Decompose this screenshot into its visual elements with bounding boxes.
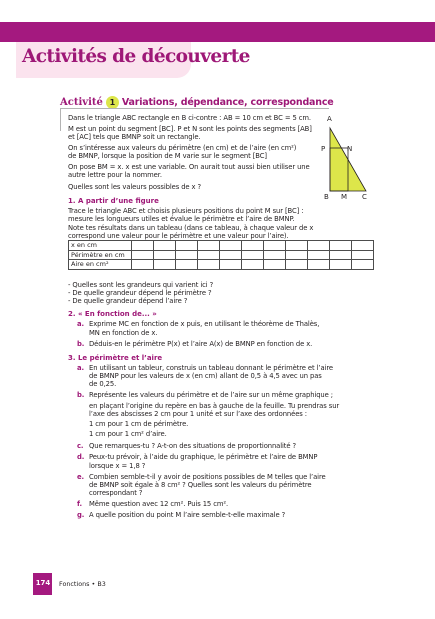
table-row-header: x en cm [69, 241, 132, 251]
intro-line: et [AC] tels que BMNP soit un rectangle. [68, 133, 201, 141]
section-1-line: correspond une valeur pour le périmètre et une valeur pour l’aire). [68, 232, 289, 240]
footer-chapter: Fonctions • B3 [59, 580, 106, 588]
intro-line: On pose BM = x. x est une variable. On aurait tout aussi bien utiliser une [68, 163, 310, 171]
table-row-header: Aire en cm² [69, 260, 132, 270]
table-cell[interactable] [132, 260, 154, 270]
table-cell[interactable] [176, 250, 198, 260]
table-cell[interactable] [330, 250, 352, 260]
section-1-line: Note tes résultats dans un tableau (dans ce tableau, à chaque valeur de x [68, 224, 314, 232]
label-b: B [324, 193, 329, 201]
table-cell[interactable] [308, 250, 330, 260]
intro-line: Quelles sont les valeurs possibles de x ? [68, 183, 202, 191]
intro-line: de BMNP, lorsque la position de M varie sur le segment [BC] [68, 152, 267, 160]
page-title: Activités de découverte [22, 46, 250, 67]
item-line: Peux-tu prévoir, à l’aide du graphique, le périmètre et l’aire de BMNP [89, 453, 318, 461]
table-cell[interactable] [308, 260, 330, 270]
table-cell[interactable] [154, 250, 176, 260]
intro-line: M est un point du segment [BC]. P et N sont les points des segments [AB] [68, 125, 312, 133]
table-cell[interactable] [242, 241, 264, 251]
table-cell[interactable] [198, 241, 220, 251]
activity-number-badge: 1 [106, 96, 119, 109]
top-bar [0, 22, 435, 42]
item-line: Exprime MC en fonction de x puis, en utilisant le théorème de Thalès, [89, 320, 320, 328]
item-line: Que remarques-tu ? A-t-on des situations de proportionnalité ? [89, 442, 297, 450]
page-number: 174 [35, 579, 51, 587]
table-cell[interactable] [198, 250, 220, 260]
section-1-question: - De quelle grandeur dépend le périmètre ? [68, 289, 212, 297]
table-cell[interactable] [198, 260, 220, 270]
triangle-figure [320, 115, 380, 205]
item-label: d. [77, 453, 85, 461]
item-label: e. [77, 473, 84, 481]
results-table [68, 240, 374, 270]
table-cell[interactable] [352, 250, 374, 260]
item-line: en plaçant l’origine du repère en bas à gauche de la feuille. Tu prendras sur [89, 402, 340, 410]
item-label: a. [77, 364, 84, 372]
section-2-title: 2. « En fonction de... » [68, 310, 157, 318]
table-cell[interactable] [308, 241, 330, 251]
section-3-title: 3. Le périmètre et l’aire [68, 354, 163, 362]
label-n: N [347, 145, 353, 153]
table-cell[interactable] [132, 250, 154, 260]
activity-title: Variations, dépendance, correspondance [121, 97, 334, 108]
table-cell[interactable] [220, 241, 242, 251]
item-line: de BMNP soit égale à 8 cm² ? Quelles sont les valeurs du périmètre [89, 481, 312, 489]
table-cell[interactable] [220, 250, 242, 260]
table-cell[interactable] [264, 250, 286, 260]
item-line: En utilisant un tableur, construis un tableau donnant le périmètre et l’aire [89, 364, 333, 372]
item-line: Représente les valeurs du périmètre et de l’aire sur un même graphique ; [89, 391, 333, 399]
item-line: l’axe des abscisses 2 cm pour 1 unité et sur l’axe des ordonnées : [89, 410, 307, 418]
table-cell[interactable] [286, 250, 308, 260]
item-line: MN en fonction de x. [89, 329, 158, 337]
label-m: M [341, 193, 348, 201]
table-cell[interactable] [220, 260, 242, 270]
item-line: A quelle position du point M l’aire semble-t-elle maximale ? [89, 511, 286, 519]
table-cell[interactable] [264, 260, 286, 270]
table-cell[interactable] [330, 241, 352, 251]
table-cell[interactable] [286, 241, 308, 251]
activity-word: Activité [60, 97, 103, 108]
item-line: 1 cm pour 1 cm² d’aire. [89, 430, 167, 438]
table-cell[interactable] [132, 241, 154, 251]
table-row-header: Périmètre en cm [69, 250, 132, 260]
label-p: P [321, 145, 326, 153]
item-line: correspondant ? [89, 489, 143, 497]
section-1-question: - Quelles sont les grandeurs qui varient ici ? [68, 281, 214, 289]
table-row [69, 241, 374, 251]
table-cell[interactable] [154, 241, 176, 251]
item-label: a. [77, 320, 84, 328]
table-cell[interactable] [242, 260, 264, 270]
section-1-question: - De quelle grandeur dépend l’aire ? [68, 297, 188, 305]
item-line: de 0,25. [89, 380, 117, 388]
intro-line: On s’intéresse aux valeurs du périmètre (en cm) et de l’aire (en cm²) [68, 144, 297, 152]
table-cell[interactable] [330, 260, 352, 270]
item-label: b. [77, 340, 85, 348]
label-a: A [327, 115, 332, 123]
intro-line: autre lettre pour la nommer. [68, 171, 162, 179]
label-c: C [362, 193, 367, 201]
item-line: Déduis-en le périmètre P(x) et l’aire A(x) de BMNP en fonction de x. [89, 340, 313, 348]
table-cell[interactable] [352, 241, 374, 251]
table-cell[interactable] [286, 260, 308, 270]
intro-line: Dans le triangle ABC rectangle en B ci-contre : AB = 10 cm et BC = 5 cm. [68, 114, 311, 122]
item-label: c. [77, 442, 84, 450]
table-cell[interactable] [242, 250, 264, 260]
table-cell[interactable] [264, 241, 286, 251]
table-cell[interactable] [176, 241, 198, 251]
item-line: 1 cm pour 1 cm de périmètre. [89, 420, 189, 428]
item-label: f. [77, 500, 82, 508]
item-line: Combien semble-t-il y avoir de positions possibles de M telles que l’aire [89, 473, 326, 481]
item-line: Même question avec 12 cm². Puis 15 cm². [89, 500, 229, 508]
table-cell[interactable] [176, 260, 198, 270]
section-1-line: Trace le triangle ABC et choisis plusieurs positions du point M sur [BC] : [68, 207, 304, 215]
table-cell[interactable] [352, 260, 374, 270]
table-cell[interactable] [154, 260, 176, 270]
item-label: b. [77, 391, 85, 399]
table-row [69, 260, 374, 270]
section-1-line: mesure les longueurs utiles et évalue le périmètre et l’aire de BMNP. [68, 215, 295, 223]
section-1-title: 1. A partir d’une figure [68, 197, 159, 205]
item-line: lorsque x = 1,8 ? [89, 462, 146, 470]
table-row [69, 250, 374, 260]
item-line: de BMNP pour les valeurs de x (en cm) allant de 0,5 à 4,5 avec un pas [89, 372, 322, 380]
item-label: g. [77, 511, 85, 519]
